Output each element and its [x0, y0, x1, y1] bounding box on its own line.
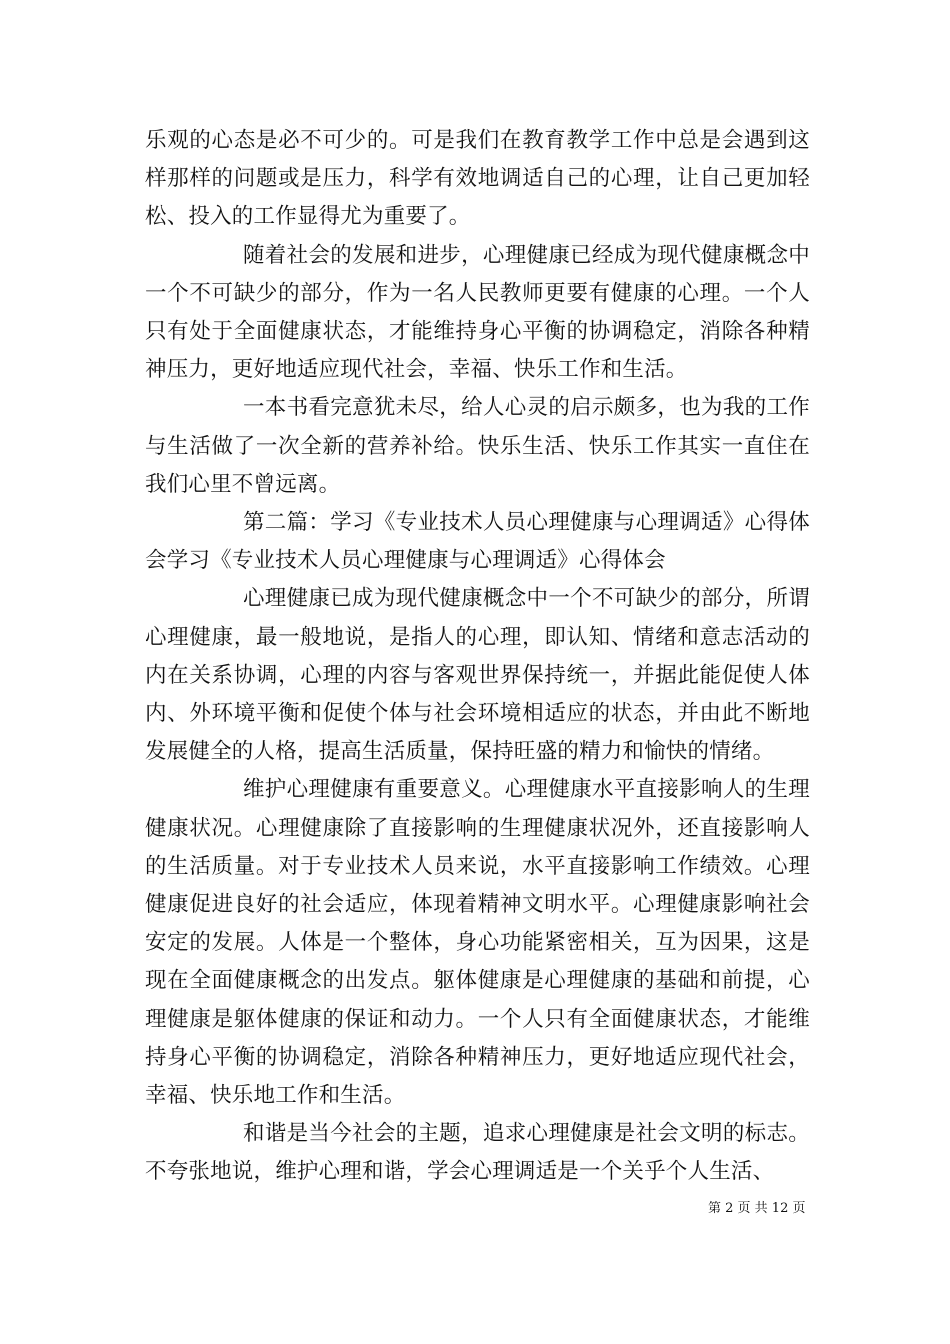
- section-heading-part-two: 第二篇：学习《专业技术人员心理健康与心理调适》心得体会学习《专业技术人员心理健康与心理调适》心得体会: [145, 510, 810, 574]
- paragraph-book-reflection: 一本书看完意犹未尽，给人心灵的启示颇多，也为我的工作与生活做了一次全新的营养补给。快乐生活、快乐工作其实一直住在我们心里不曾远离。: [145, 395, 810, 497]
- document-body: [145, 122, 810, 1192]
- paragraph-continuation: 乐观的心态是必不可少的。可是我们在教育教学工作中总是会遇到这样那样的问题或是压力，科学有效地调适自己的心理，让自己更加轻松、投入的工作显得尤为重要了。: [145, 128, 810, 230]
- paragraph-mental-health-definition: 心理健康已成为现代健康概念中一个不可缺少的部分，所谓心理健康，最一般地说，是指人的心理，即认知、情绪和意志活动的内在关系协调，心理的内容与客观世界保持统一，并据此能促使人体内、外环境平衡和促使个体与社会环境相适应的状态，并由此不断地发展健全的人格，提高生活质量，保持旺盛的精力和愉快的情绪。: [145, 586, 810, 765]
- paragraph-mental-health-importance: 维护心理健康有重要意义。心理健康水平直接影响人的生理健康状况。心理健康除了直接影响的生理健康状况外，还直接影响人的生活质量。对于专业技术人员来说，水平直接影响工作绩效。心理健康促进良好的社会适应，体现着精神文明水平。心理健康影响社会安定的发展。人体是一个整体，身心功能紧密相关，互为因果，这是现在全面健康概念的出发点。躯体健康是心理健康的基础和前提，心理健康是躯体健康的保证和动力。一个人只有全面健康状态，才能维持身心平衡的协调稳定，消除各种精神压力，更好地适应现代社会，幸福、快乐地工作和生活。: [145, 777, 810, 1109]
- paragraph-harmony: 和谐是当今社会的主题，追求心理健康是社会文明的标志。不夸张地说，维护心理和谐，学会心理调适是一个关乎个人生活、: [145, 1121, 810, 1185]
- page-number-footer: 第 2 页 共 12 页: [708, 1201, 806, 1216]
- paragraph-social-development: 随着社会的发展和进步，心理健康已经成为现代健康概念中一个不可缺少的部分，作为一名人民教师更要有健康的心理。一个人只有处于全面健康状态，才能维持身心平衡的协调稳定，消除各种精神压力，更好地适应现代社会，幸福、快乐工作和生活。: [145, 242, 810, 383]
